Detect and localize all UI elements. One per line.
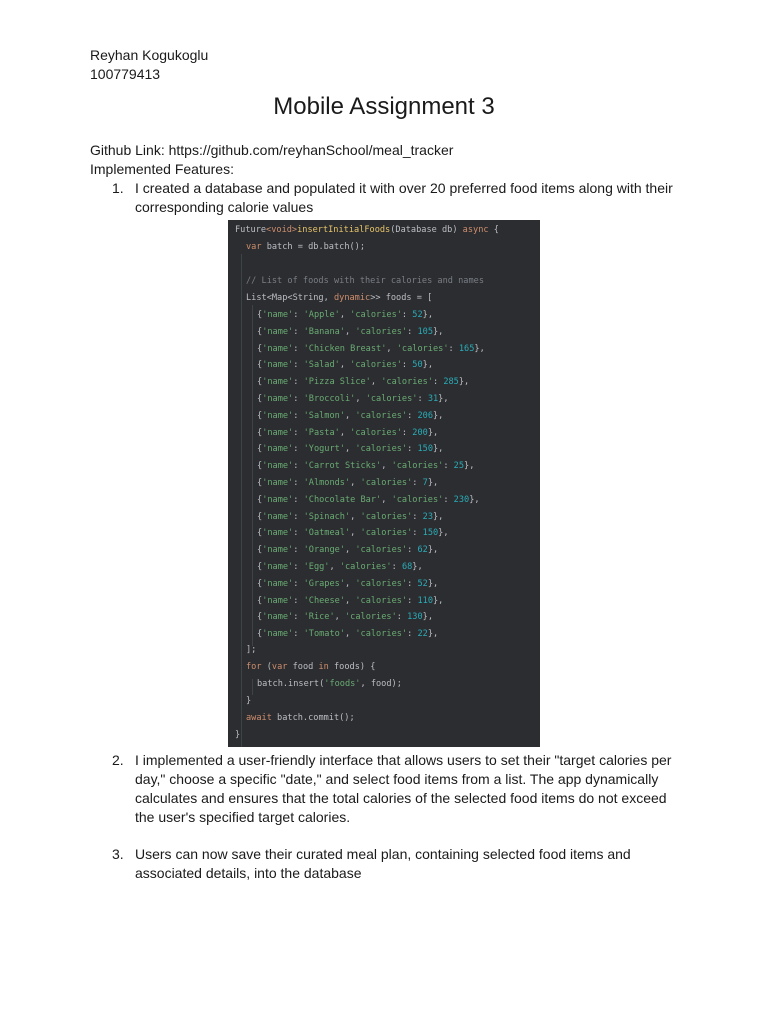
code-token: { (257, 360, 263, 371)
author-name: Reyhan Kogukoglu (90, 47, 209, 63)
feature-text-line: calculates and ensures that the total calories of the selected food items do not exceed (135, 790, 667, 806)
code-token: : (293, 360, 304, 371)
code-token: { (257, 478, 263, 488)
code-token: { (257, 528, 263, 539)
code-token: dynamic (333, 293, 371, 303)
code-token: 'name' (262, 343, 294, 354)
code-token: }, (422, 612, 433, 623)
code-token: }, (427, 629, 439, 640)
code-token: 'calories' (360, 528, 413, 539)
code-token: : (293, 310, 304, 320)
code-token: }, (433, 444, 444, 455)
code-token: : (412, 478, 423, 488)
code-token: 'name' (262, 326, 294, 337)
food-name: 'Oatmeal' (303, 528, 351, 539)
code-token: : (293, 478, 304, 488)
code-food-entry (257, 492, 480, 508)
code-function-name: insertInitialFoods (297, 225, 391, 235)
code-token: , (329, 562, 340, 572)
code-token: 'name' (262, 377, 294, 388)
code-token: { (257, 410, 263, 421)
code-token: in (318, 662, 329, 672)
code-token: : (407, 595, 418, 606)
code-token: : (407, 444, 418, 455)
code-food-entry (257, 341, 485, 357)
code-token: 'calories' (396, 343, 449, 354)
code-token: ( (261, 662, 272, 672)
code-token: 'calories' (355, 578, 408, 589)
code-food-entry (257, 593, 443, 609)
code-token: }, (433, 410, 444, 421)
food-name: 'Salad' (303, 360, 340, 371)
food-name: 'Egg' (303, 562, 330, 572)
code-token: 'calories' (350, 310, 402, 320)
food-calories: 52 (412, 310, 423, 320)
code-food-entry (257, 458, 474, 474)
food-name: 'Salmon' (303, 410, 345, 421)
code-token: : (407, 410, 418, 421)
code-token: : (443, 494, 454, 505)
code-token: { (257, 494, 263, 505)
code-token: await (246, 713, 272, 723)
food-name: 'Pasta' (303, 427, 340, 438)
code-food-entry (257, 408, 443, 424)
code-token: : (293, 545, 304, 556)
code-token: 'name' (262, 494, 294, 505)
code-food-entry (257, 425, 438, 441)
code-comment: // List of foods with their calories and names (246, 276, 484, 286)
code-await-line (246, 710, 355, 726)
code-token: : (293, 511, 304, 522)
code-food-entry (257, 609, 433, 625)
code-token: 'name' (262, 545, 294, 556)
code-token: , food); (360, 679, 402, 689)
code-token: , (381, 494, 392, 505)
code-token: 'name' (262, 629, 294, 640)
food-calories: 25 (453, 461, 465, 472)
feature-item-2 (112, 751, 682, 827)
food-calories: 7 (422, 478, 428, 488)
food-calories: 165 (458, 343, 475, 354)
feature-item-1 (112, 179, 682, 217)
code-token: List<Map<String, (246, 293, 334, 303)
indent-guide (252, 679, 253, 695)
code-token: , (381, 461, 392, 472)
food-calories: 150 (417, 444, 433, 455)
code-token: , (355, 394, 366, 404)
code-token: 'calories' (355, 444, 408, 455)
code-token: }, (422, 310, 433, 320)
code-token: , (350, 511, 361, 522)
code-token: : (443, 461, 454, 472)
code-food-entry (257, 475, 438, 491)
code-food-entry (257, 324, 443, 340)
code-token: >> foods = [ (370, 293, 433, 303)
feature-text-line: the user's specified target calories. (135, 809, 351, 825)
code-signature-line (235, 222, 499, 238)
code-token: }, (427, 427, 439, 438)
code-food-entry (257, 576, 438, 592)
code-token: }, (427, 478, 439, 488)
list-number: 3. (112, 846, 124, 862)
code-token: }, (469, 494, 480, 505)
food-calories: 62 (417, 545, 428, 556)
indent-guide (252, 305, 253, 646)
code-token: : (293, 629, 304, 640)
code-token: , (345, 326, 356, 337)
code-token: { (257, 545, 263, 556)
code-token: 'name' (262, 360, 294, 371)
code-token: async (462, 225, 489, 235)
code-list-declaration (246, 290, 432, 306)
code-token: { (488, 225, 499, 235)
code-token: 'name' (262, 444, 294, 455)
code-token: 'name' (262, 612, 294, 623)
code-token: , (350, 528, 361, 539)
code-token: : (293, 461, 304, 472)
code-token: { (257, 629, 263, 640)
code-token: 'name' (262, 310, 294, 320)
code-token: : (293, 444, 304, 455)
food-name: 'Pizza Slice' (303, 377, 371, 388)
code-token: : (401, 360, 413, 371)
food-name: 'Almonds' (303, 478, 351, 488)
food-calories: 22 (417, 629, 428, 640)
code-token: 'calories' (381, 377, 433, 388)
code-token: 'name' (262, 461, 294, 472)
code-token: , (339, 310, 351, 320)
code-token: 'calories' (360, 478, 413, 488)
code-token: , (386, 343, 397, 354)
code-token: 'calories' (350, 427, 402, 438)
list-number: 2. (112, 752, 124, 768)
code-token: }, (433, 595, 444, 606)
code-token: , (345, 578, 356, 589)
code-token: foods) { (328, 662, 376, 672)
code-token: { (257, 612, 263, 623)
code-token: 'calories' (350, 360, 402, 371)
code-token: : (391, 562, 402, 572)
code-token: }, (433, 326, 444, 337)
code-token: Future (235, 225, 267, 235)
code-token: : (293, 377, 304, 388)
code-token: batch.commit(); (271, 713, 355, 723)
code-batch-line (246, 239, 365, 255)
code-token: { (257, 343, 263, 354)
code-food-entry (257, 626, 438, 642)
code-food-entry (257, 307, 433, 323)
code-loop-close: } (246, 696, 252, 706)
code-token: 'name' (262, 595, 294, 606)
code-token: }, (422, 360, 433, 371)
food-calories: 130 (407, 612, 423, 623)
food-calories: 230 (453, 494, 470, 505)
code-token: }, (438, 528, 449, 539)
code-token: , (345, 595, 356, 606)
code-token: , (345, 444, 356, 455)
code-token: food (287, 662, 319, 672)
code-token: { (257, 595, 263, 606)
code-token: }, (458, 377, 470, 388)
code-token: : (401, 310, 413, 320)
list-number: 1. (112, 180, 124, 196)
feature-text-line: associated details, into the database (135, 865, 362, 881)
code-token: 'calories' (365, 394, 418, 404)
code-token: <void> (266, 225, 298, 235)
code-token: { (257, 377, 263, 388)
code-token: : (293, 343, 304, 354)
code-insert-line (257, 676, 402, 692)
food-calories: 206 (417, 410, 433, 421)
code-token: : (412, 528, 423, 539)
indent-guide (241, 254, 242, 747)
code-token: { (257, 394, 263, 404)
feature-text-line: I created a database and populated it with over 20 preferred food items along with their (135, 180, 673, 196)
code-token: 'name' (262, 562, 294, 572)
code-token: { (257, 310, 263, 320)
code-token: : (412, 511, 423, 522)
food-name: 'Spinach' (303, 511, 351, 522)
code-token: : (448, 343, 459, 354)
code-token: 'calories' (360, 511, 413, 522)
student-id: 100779413 (90, 66, 161, 82)
code-token: : (417, 394, 428, 404)
code-token: { (257, 444, 263, 455)
code-token: 'calories' (345, 612, 397, 623)
code-token: 'name' (262, 394, 294, 404)
code-token: , (345, 410, 356, 421)
code-token: var (271, 662, 288, 672)
code-token: 'foods' (324, 679, 361, 689)
code-token: : (293, 410, 304, 421)
code-token: : (293, 394, 304, 404)
code-food-entry (257, 542, 438, 558)
code-function-close: } (235, 730, 241, 740)
food-calories: 110 (417, 595, 433, 606)
code-token: : (293, 578, 304, 589)
food-name: 'Orange' (303, 545, 345, 556)
code-token: , (345, 629, 356, 640)
code-token: : (293, 494, 304, 505)
code-token: 'calories' (391, 494, 444, 505)
author-block (90, 46, 208, 84)
code-token: 'name' (262, 478, 294, 488)
food-calories: 150 (422, 528, 439, 539)
code-token: 'calories' (355, 410, 408, 421)
code-token: 'name' (262, 578, 294, 589)
code-token: , (339, 360, 351, 371)
feature-item-3 (112, 845, 682, 883)
features-heading: Implemented Features: (90, 161, 234, 177)
code-food-entry (257, 374, 469, 390)
food-name: 'Rice' (303, 612, 335, 623)
food-name: 'Apple' (303, 310, 340, 320)
code-screenshot (228, 220, 540, 747)
code-token: 'calories' (355, 595, 408, 606)
code-token: batch.insert( (257, 679, 325, 689)
code-token: }, (438, 394, 449, 404)
food-calories: 31 (427, 394, 439, 404)
food-calories: 68 (401, 562, 413, 572)
code-token: : (432, 377, 444, 388)
code-food-entry (257, 391, 449, 407)
code-token: 'name' (262, 427, 294, 438)
feature-text-line: I implemented a user-friendly interface that allows users to set their "target calories per (135, 752, 672, 768)
feature-text-line: day," choose a specific "date," and select food items from a list. The app dynamically (135, 771, 659, 787)
code-token: 'name' (262, 511, 294, 522)
code-token: , (350, 478, 361, 488)
code-token: batch = db.batch(); (261, 242, 366, 252)
code-token: 'calories' (391, 461, 444, 472)
code-token: : (293, 326, 304, 337)
code-food-entry (257, 525, 449, 541)
code-token: }, (433, 511, 444, 522)
food-name: 'Banana' (303, 326, 345, 337)
code-for-line (246, 659, 375, 675)
code-token: , (339, 427, 351, 438)
food-name: 'Tomato' (303, 629, 345, 640)
food-calories: 200 (412, 427, 428, 438)
feature-text-line: corresponding calorie values (135, 199, 314, 215)
code-token: : (293, 595, 304, 606)
food-name: 'Broccoli' (303, 394, 356, 404)
food-calories: 50 (412, 360, 423, 371)
code-token: { (257, 562, 263, 572)
food-calories: 285 (443, 377, 459, 388)
food-name: 'Chocolate Bar' (303, 494, 382, 505)
food-name: 'Carrot Sticks' (303, 461, 382, 472)
code-token: , (345, 545, 356, 556)
food-calories: 105 (417, 326, 433, 337)
code-token: var (246, 242, 262, 252)
code-token: , (370, 377, 382, 388)
code-food-entry (257, 441, 443, 457)
code-token: 'calories' (339, 562, 392, 572)
code-token: (Database db) (390, 225, 463, 235)
code-token: 'name' (262, 410, 294, 421)
code-token: }, (412, 562, 423, 572)
code-token: { (257, 326, 263, 337)
code-token: }, (464, 461, 475, 472)
feature-text-line: Users can now save their curated meal plan, containing selected food items and (135, 846, 631, 862)
code-token: : (293, 427, 304, 438)
github-link-line[interactable]: Github Link: https://github.com/reyhanSchool/meal_tracker (90, 142, 454, 158)
code-food-entry (257, 357, 433, 373)
code-token: : (407, 326, 418, 337)
code-food-entry (257, 559, 423, 575)
code-token: { (257, 511, 263, 522)
code-token: : (401, 427, 413, 438)
code-token: }, (474, 343, 485, 354)
code-token: : (407, 578, 418, 589)
code-token: : (407, 629, 418, 640)
code-token: : (396, 612, 408, 623)
document-title: Mobile Assignment 3 (273, 93, 495, 120)
code-list-close: ]; (246, 645, 257, 655)
code-token: : (293, 562, 304, 572)
food-calories: 52 (417, 578, 428, 589)
code-token: , (334, 612, 345, 623)
code-token: { (257, 578, 263, 589)
code-token: }, (427, 578, 439, 589)
food-name: 'Yogurt' (303, 444, 345, 455)
code-food-entry (257, 509, 443, 525)
code-token: { (257, 461, 263, 472)
code-token: : (293, 528, 304, 539)
food-calories: 23 (422, 511, 433, 522)
code-token: 'calories' (355, 326, 408, 337)
code-token: : (407, 545, 418, 556)
code-token: }, (427, 545, 439, 556)
code-token: { (257, 427, 263, 438)
food-name: 'Chicken Breast' (303, 343, 387, 354)
code-token: 'calories' (355, 629, 408, 640)
code-token: for (246, 662, 262, 672)
food-name: 'Cheese' (303, 595, 345, 606)
code-token: : (293, 612, 304, 623)
food-name: 'Grapes' (303, 578, 345, 589)
code-token: 'calories' (355, 545, 408, 556)
code-token: 'name' (262, 528, 294, 539)
